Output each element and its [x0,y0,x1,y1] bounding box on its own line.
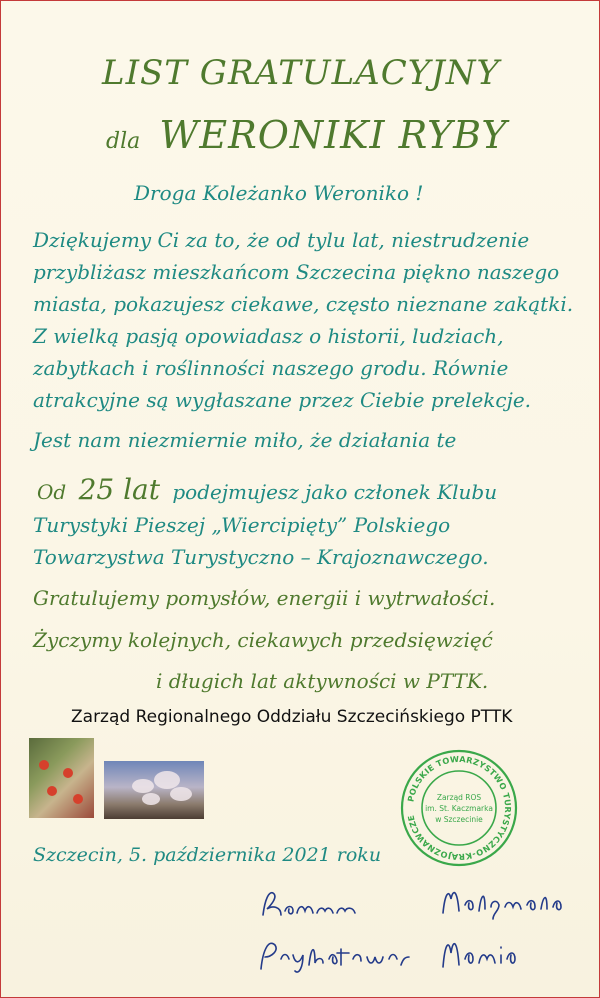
body-line: atrakcyjne są wygłaszane przez Ciebie prelekcje. [33,388,532,412]
closing-line: Gratulujemy pomysłów, energii i wytrwałości. [33,586,496,610]
recipient-heading [106,113,508,157]
organization-name: Zarząd Regionalnego Oddziału Szczecińskiego PTTK [71,707,513,727]
greeting: Droga Koleżanko Weroniko ! [134,181,424,205]
years-prefix: Od [37,480,67,504]
signature-4 [439,933,529,977]
photo-blossoms [104,761,204,819]
closing-line: Życzymy kolejnych, ciekawych przedsięwzięć [33,628,493,652]
stamp-line: Zarząd ROS [436,793,482,802]
body-line: przybliżasz mieszkańcom Szczecina piękno naszego [33,260,560,284]
signature-2 [439,881,589,925]
body-line: Turystyki Pieszej „Wiercipięty” Polskiego [33,513,451,537]
signature-3 [257,935,417,979]
stamp-line: w Szczecinie [435,815,483,824]
body-line: Jest nam niezmiernie miło, że działania te [33,428,457,452]
recipient-prefix: dla [106,129,141,154]
years-suffix: podejmujesz jako członek Klubu [172,480,498,504]
years-line [37,473,497,506]
signature-1 [259,885,369,929]
stamp-line: im. St. Kaczmarka [425,804,493,813]
body-line: Z wielką pasją opowiadasz o historii, ludziach, [33,324,504,348]
closing-line: i długich lat aktywności w PTTK. [156,669,489,693]
document-title: LIST GRATULACYJNY [102,53,500,93]
body-line: Dziękujemy Ci za to, że od tylu lat, niestrudzenie [33,228,530,252]
body-line: zabytkach i roślinności naszego grodu. Równie [33,356,509,380]
stamp-ring-text: POLSKIE TOWARZYSTWO TURYSTYCZNO-KRAJOZNAWCZE [405,753,514,863]
recipient-name: WERONIKI RYBY [159,113,508,157]
official-stamp [399,748,519,868]
place-and-date: Szczecin, 5. października 2021 roku [33,844,382,866]
photo-autumn-leaves [29,738,94,818]
body-line: miasta, pokazujesz ciekawe, często nieznane zakątki. [33,292,574,316]
body-line: Towarzystwa Turystyczno – Krajoznawczego. [33,545,489,569]
years-count: 25 lat [78,473,160,506]
